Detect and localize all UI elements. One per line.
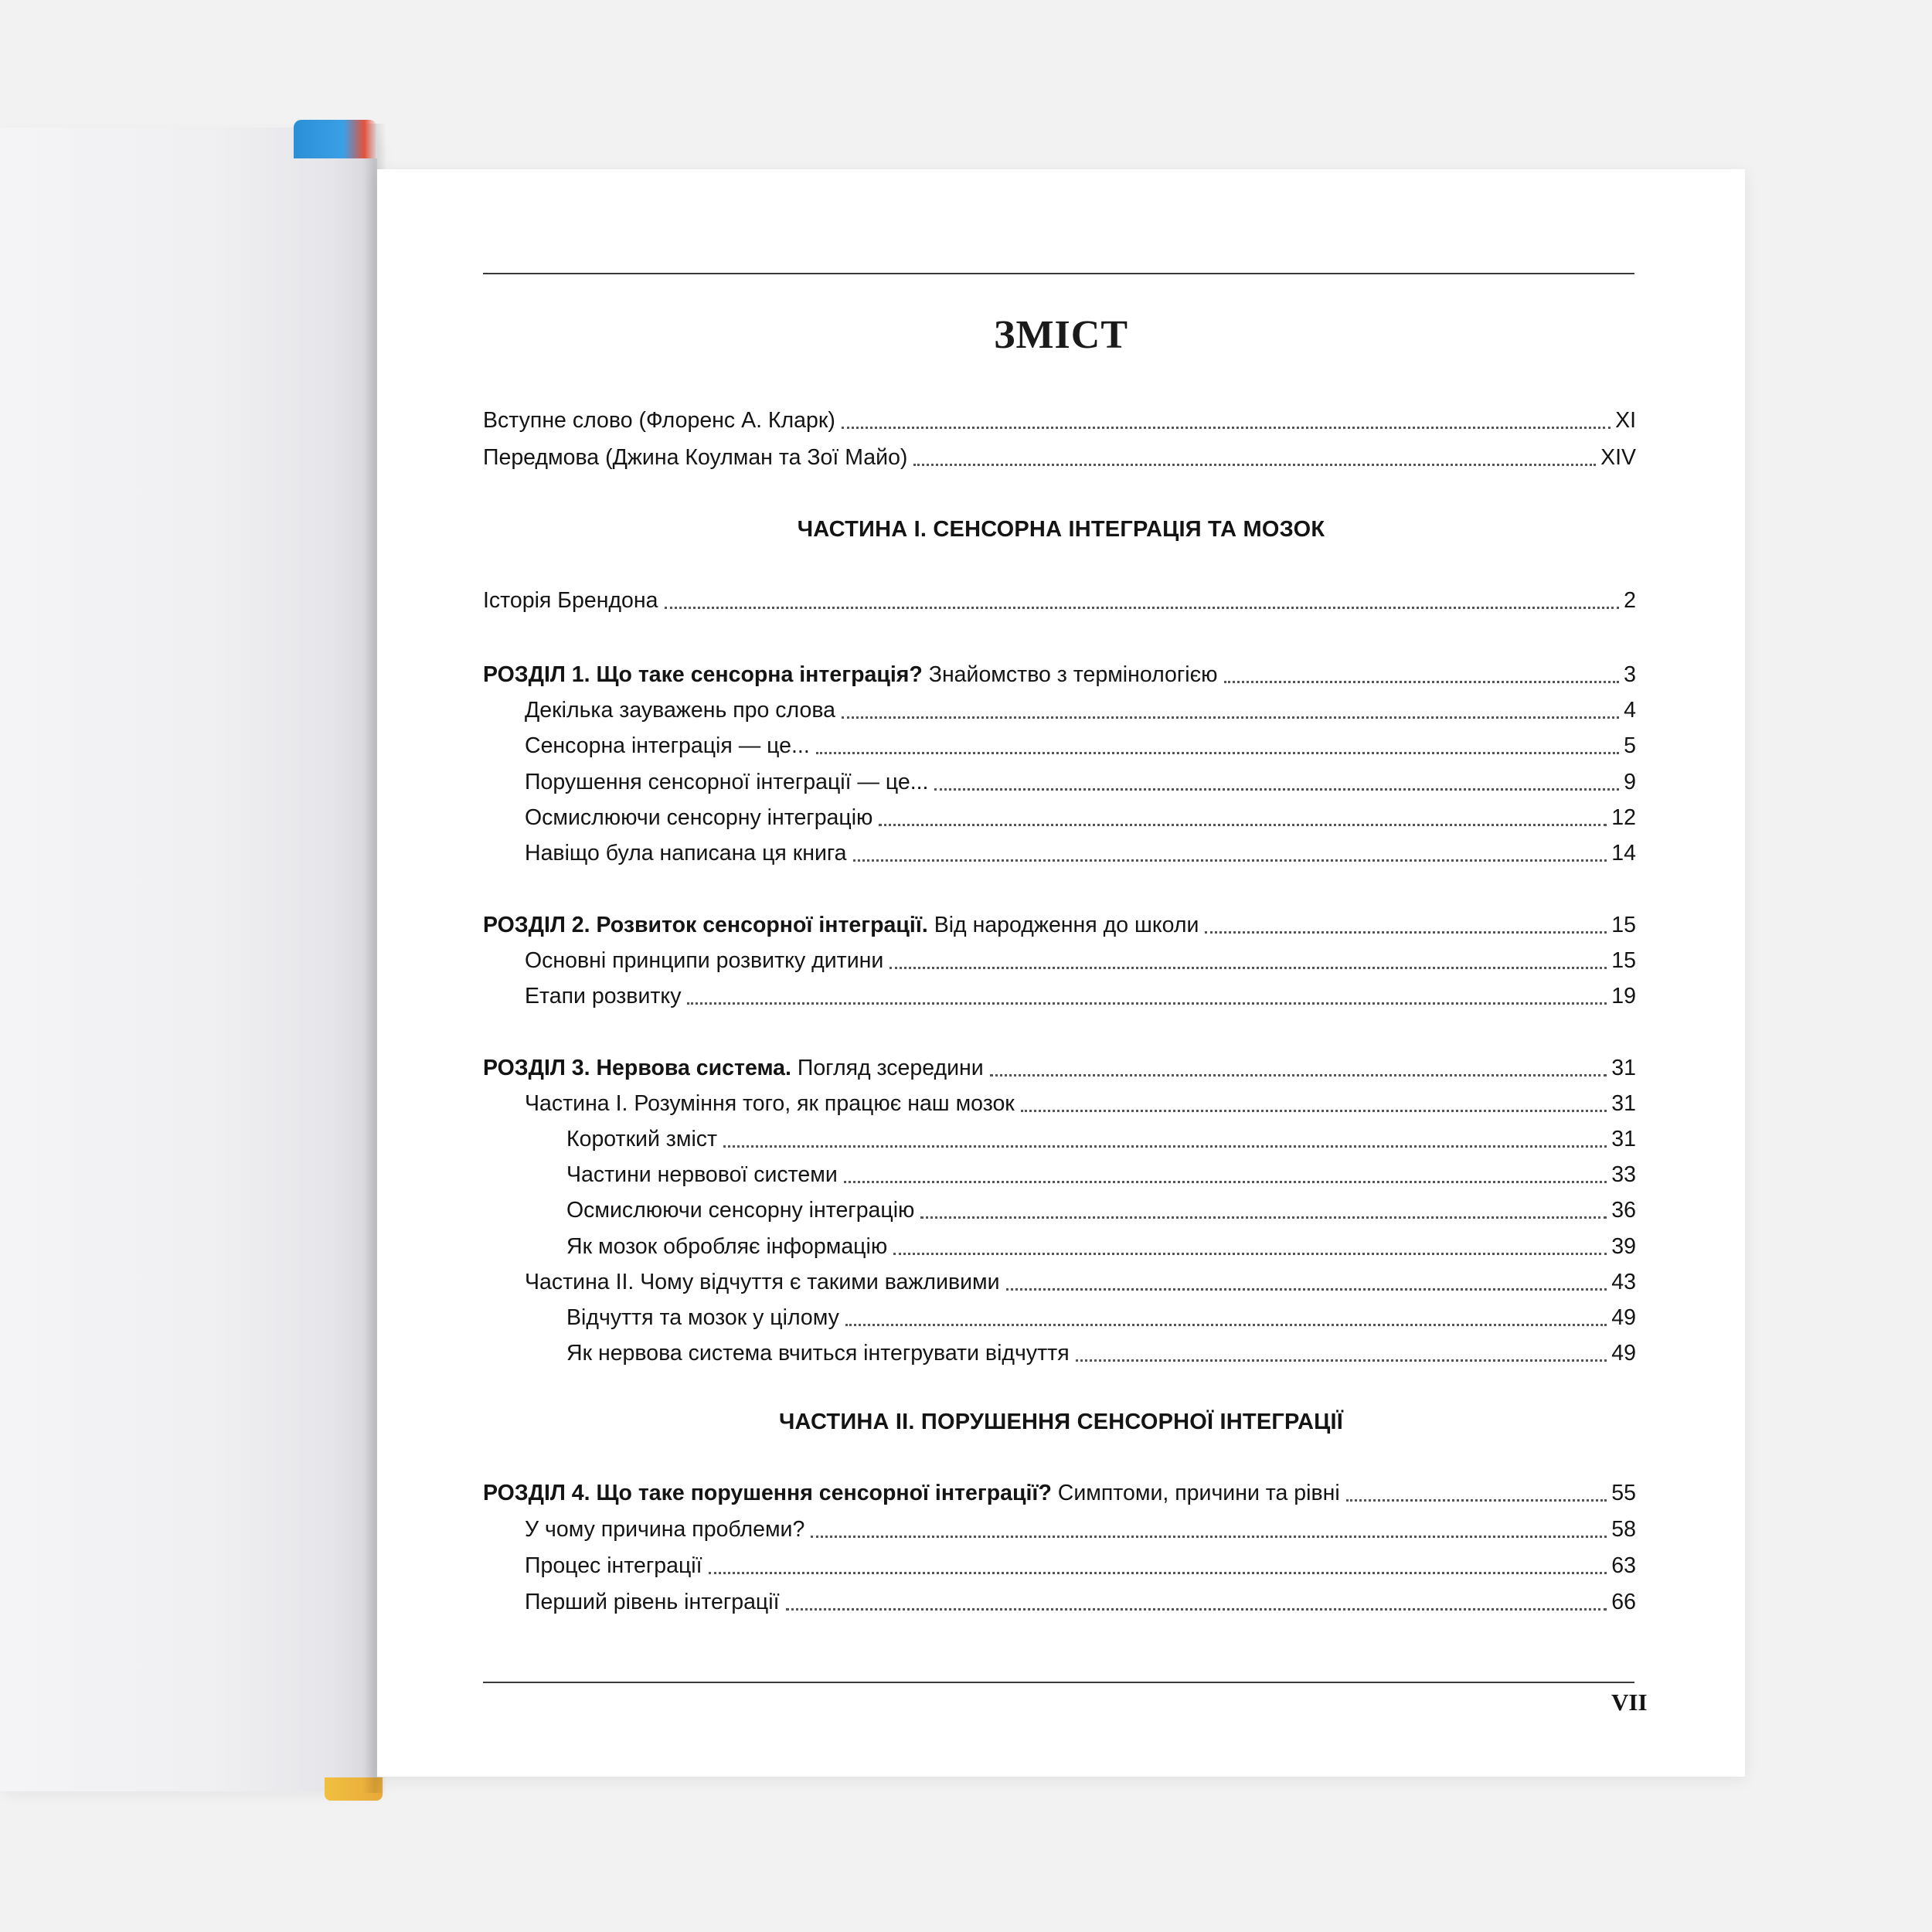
- toc-entry-brandon: [483, 583, 1636, 618]
- leader-dots: [990, 1074, 1607, 1077]
- entry-page: 58: [1611, 1517, 1636, 1542]
- leader-dots: [1205, 931, 1607, 934]
- chapter-subtitle: Погляд зсередини: [791, 1056, 984, 1080]
- entry-page: 66: [1611, 1590, 1636, 1614]
- toc-entry: [525, 978, 1636, 1014]
- toc-entry-foreword: [483, 403, 1636, 438]
- entry-page: 33: [1611, 1162, 1636, 1187]
- toc-chapter-2: [483, 907, 1636, 943]
- leader-dots: [842, 427, 1611, 429]
- entry-page: 49: [1611, 1305, 1636, 1330]
- entry-page: 3: [1624, 662, 1636, 687]
- toc-entry: [525, 1548, 1636, 1583]
- leader-dots: [1346, 1499, 1607, 1502]
- entry-label: Вступне слово (Флоренс А. Кларк): [483, 408, 835, 433]
- entry-label: Історія Брендона: [483, 588, 658, 613]
- leader-dots: [1076, 1359, 1607, 1362]
- toc-subentry: [566, 1229, 1636, 1264]
- leader-dots: [786, 1608, 1607, 1611]
- toc-entry-preface: [483, 440, 1636, 475]
- entry-label: Осмислюючи сенсорну інтеграцію: [566, 1198, 915, 1223]
- chapter-title: РОЗДІЛ 1. Що таке сенсорна інтеграція?: [483, 662, 923, 687]
- entry-page: 14: [1611, 841, 1636, 866]
- leader-dots: [853, 859, 1607, 862]
- chapter-subtitle: Знайомство з термінологією: [922, 662, 1218, 687]
- entry-page: 49: [1611, 1341, 1636, 1366]
- chapter-label: [483, 1050, 984, 1086]
- chapter-subtitle: Симптоми, причини та рівні: [1051, 1481, 1340, 1505]
- chapter-label: [483, 907, 1199, 943]
- part-heading-2: ЧАСТИНА ІІ. ПОРУШЕННЯ СЕНСОРНОЇ ІНТЕГРАЦІЇ: [778, 1410, 1343, 1434]
- toc-page: [377, 169, 1745, 1777]
- entry-label: Основні принципи розвитку дитини: [525, 948, 884, 973]
- entry-page: 19: [1611, 984, 1636, 1009]
- chapter-label: [483, 657, 1218, 692]
- leader-dots: [889, 967, 1607, 969]
- entry-label: Частина ІІ. Чому відчуття є такими важливими: [525, 1270, 1000, 1294]
- leader-dots: [934, 788, 1619, 791]
- toc-chapter-1: [483, 657, 1636, 692]
- leader-dots: [723, 1145, 1607, 1148]
- page-number: VII: [1611, 1689, 1648, 1716]
- entry-label: Декілька зауважень про слова: [525, 698, 836, 723]
- entry-page: XIV: [1600, 445, 1636, 470]
- toc-subentry: [566, 1300, 1636, 1335]
- toc-entry: [525, 1512, 1636, 1547]
- entry-page: 43: [1611, 1270, 1636, 1294]
- entry-label: Передмова (Джина Коулман та Зої Майо): [483, 445, 908, 470]
- entry-page: 31: [1611, 1127, 1636, 1151]
- leader-dots: [1006, 1288, 1607, 1291]
- entry-label: Частина І. Розуміння того, як працює наш мозок: [525, 1091, 1015, 1116]
- toc-entry: [525, 728, 1636, 764]
- entry-page: 4: [1624, 698, 1636, 723]
- entry-page: 31: [1611, 1091, 1636, 1116]
- top-rule: [483, 273, 1634, 274]
- toc-entry: [525, 1584, 1636, 1620]
- entry-label: Як мозок обробляє інформацію: [566, 1234, 888, 1259]
- leader-dots: [920, 1216, 1607, 1219]
- entry-page: 5: [1624, 733, 1636, 758]
- bottom-rule: [483, 1682, 1634, 1683]
- toc-chapter-3: [483, 1050, 1636, 1086]
- toc-subentry: [566, 1192, 1636, 1228]
- entry-page: XI: [1615, 408, 1636, 433]
- toc-entry: [525, 692, 1636, 728]
- entry-label: Етапи розвитку: [525, 984, 682, 1009]
- entry-label: Порушення сенсорної інтеграції — це...: [525, 770, 929, 794]
- entry-label: Короткий зміст: [566, 1127, 718, 1151]
- entry-label: Осмислюючи сенсорну інтеграцію: [525, 805, 873, 830]
- toc-entry: [525, 1086, 1636, 1121]
- entry-page: 63: [1611, 1553, 1636, 1578]
- leader-dots: [1224, 681, 1620, 683]
- entry-label: Перший рівень інтеграції: [525, 1590, 780, 1614]
- toc-entry: [525, 835, 1636, 871]
- entry-label: Як нервова система вчиться інтегрувати відчуття: [566, 1341, 1070, 1366]
- entry-page: 9: [1624, 770, 1636, 794]
- chapter-title: РОЗДІЛ 4. Що таке порушення сенсорної інтеграції?: [483, 1481, 1052, 1505]
- toc-subentry: [566, 1157, 1636, 1192]
- leader-dots: [1021, 1110, 1607, 1112]
- toc-subentry: [566, 1121, 1636, 1157]
- leader-dots: [893, 1253, 1607, 1255]
- part-heading-1: ЧАСТИНА І. СЕНСОРНА ІНТЕГРАЦІЯ ТА МОЗОК: [797, 517, 1325, 542]
- toc-entry: [525, 764, 1636, 800]
- entry-label: Навіщо була написана ця книга: [525, 841, 847, 866]
- leader-dots: [913, 464, 1596, 466]
- entry-page: 15: [1611, 948, 1636, 973]
- leader-dots: [879, 824, 1607, 826]
- entry-label: Сенсорна інтеграція — це...: [525, 733, 810, 758]
- toc-entry: [525, 943, 1636, 978]
- leader-dots: [816, 752, 1619, 754]
- chapter-subtitle: Від народження до школи: [927, 913, 1199, 937]
- entry-page: 12: [1611, 805, 1636, 830]
- entry-page: 39: [1611, 1234, 1636, 1259]
- chapter-title: РОЗДІЛ 3. Нервова система.: [483, 1056, 791, 1080]
- toc-entry: [525, 1264, 1636, 1300]
- toc-title: ЗМІСТ: [994, 313, 1128, 357]
- leader-dots: [665, 607, 1620, 609]
- entry-page: 15: [1611, 913, 1636, 937]
- entry-label: Процес інтеграції: [525, 1553, 702, 1578]
- toc-entry: [525, 800, 1636, 835]
- chapter-label: [483, 1475, 1340, 1511]
- entry-label: У чому причина проблеми?: [525, 1517, 805, 1542]
- leader-dots: [687, 1002, 1607, 1005]
- leader-dots: [845, 1324, 1607, 1326]
- entry-label: Частини нервової системи: [566, 1162, 838, 1187]
- entry-page: 31: [1611, 1056, 1636, 1080]
- entry-page: 2: [1624, 588, 1636, 613]
- entry-label: Відчуття та мозок у цілому: [566, 1305, 839, 1330]
- toc-subentry: [566, 1335, 1636, 1371]
- toc-chapter-4: [483, 1475, 1636, 1511]
- chapter-title: РОЗДІЛ 2. Розвиток сенсорної інтеграції.: [483, 913, 928, 937]
- leader-dots: [844, 1181, 1607, 1183]
- left-page: [0, 128, 377, 1791]
- entry-page: 36: [1611, 1198, 1636, 1223]
- leader-dots: [811, 1536, 1607, 1538]
- entry-page: 55: [1611, 1481, 1636, 1505]
- leader-dots: [842, 716, 1619, 719]
- leader-dots: [709, 1572, 1607, 1574]
